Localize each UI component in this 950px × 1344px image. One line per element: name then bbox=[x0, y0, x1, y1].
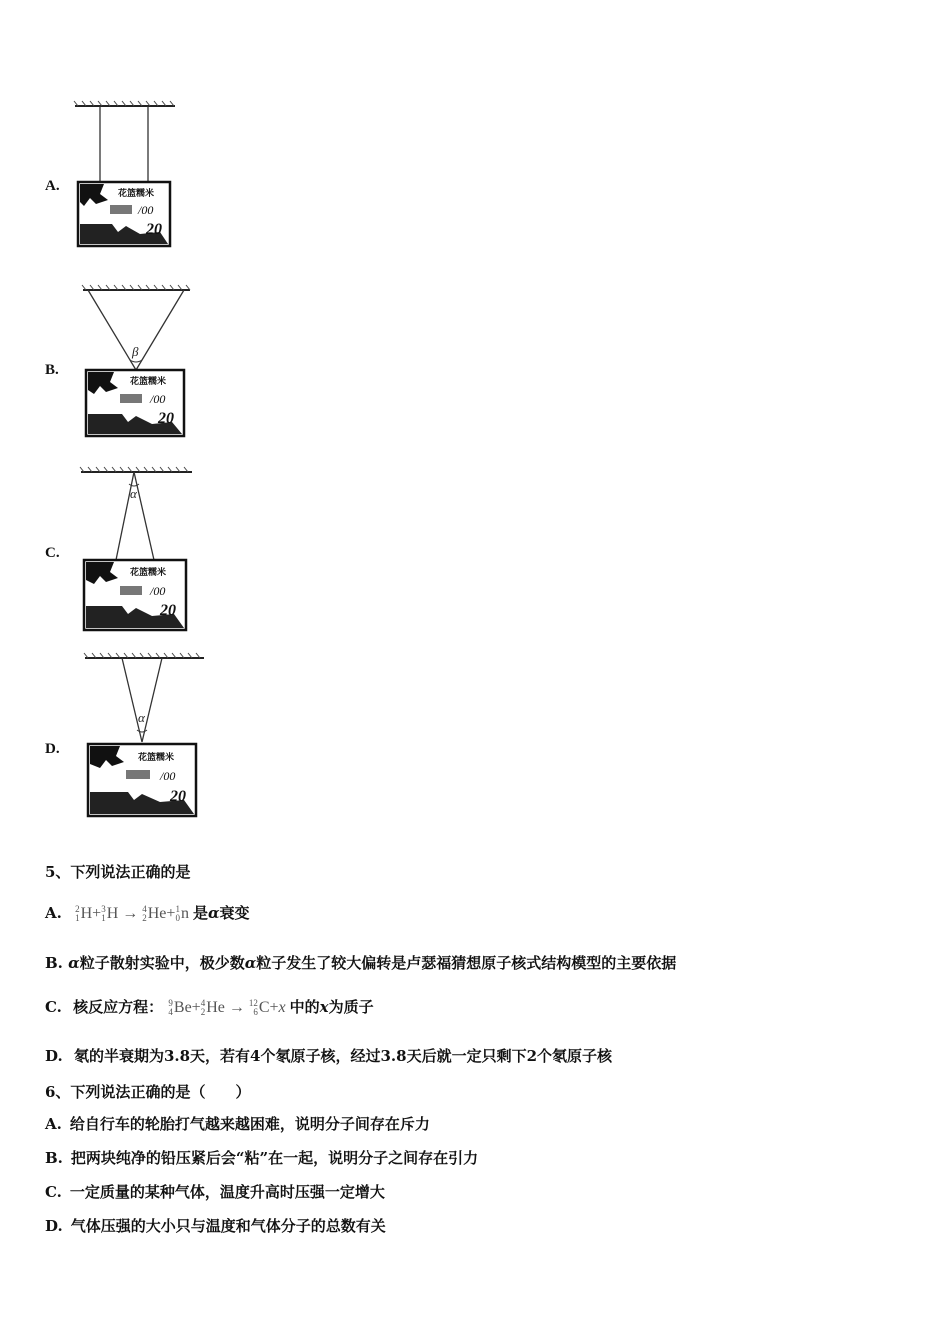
q5-a-text: 是 bbox=[192, 904, 208, 922]
sign-price-c: /00 bbox=[150, 584, 166, 598]
sign-number-d: 20 bbox=[170, 788, 186, 805]
angle-alpha-label-d: α bbox=[138, 710, 145, 725]
q5-a-formula: 2 1 H+ 3 1 H → 4 2 He+ 1 0 n bbox=[75, 904, 189, 924]
q6-option-a: A. 给自行车的轮胎打气越来越困难，说明分子间存在斥力 bbox=[45, 1115, 430, 1133]
hanging-sign-figure-c bbox=[76, 464, 196, 636]
sign-price-d: /00 bbox=[160, 769, 176, 783]
q5-option-a-label: A. bbox=[45, 904, 62, 922]
option-d-label: D. bbox=[45, 741, 60, 757]
hanging-sign-figure-a bbox=[70, 98, 180, 250]
q5-option-d: D. 氡的半衰期为3.8天，若有4个氡原子核，经过3.8天后就一定只剩下2个氡原子核 bbox=[45, 1047, 613, 1065]
q5-option-a: A. 2 1 H+ 3 1 H → 4 2 He+ 1 0 n 是α衰变 bbox=[45, 904, 250, 924]
q5-option-b-label: B. bbox=[45, 954, 63, 972]
hanging-sign-figure-b bbox=[78, 282, 196, 442]
sign-price-a: /00 bbox=[138, 203, 154, 217]
sign-title-c: 花篮糯米 bbox=[130, 567, 167, 577]
sign-number-c: 20 bbox=[160, 602, 176, 619]
q5-option-c-label: C. bbox=[45, 998, 62, 1016]
angle-beta-label: β bbox=[132, 344, 139, 359]
q5-option-b: B. α粒子散射实验中，极少数α粒子发生了较大偏转是卢瑟福猜想原子核式结构模型的主要依据 bbox=[45, 954, 677, 972]
hanging-sign-figure-d bbox=[80, 650, 210, 822]
sign-title-d: 花篮糯米 bbox=[138, 752, 175, 762]
option-b-label: B. bbox=[45, 362, 59, 378]
q6-option-c: C. 一定质量的某种气体，温度升高时压强一定增大 bbox=[45, 1183, 385, 1201]
question-6-title: 6、下列说法正确的是（ ） bbox=[45, 1083, 251, 1101]
sign-number-a: 20 bbox=[146, 221, 162, 238]
q5-c-formula: 9 4 Be+ 4 2 He → 12 6 C+x bbox=[168, 998, 286, 1018]
sign-number-b: 20 bbox=[158, 410, 174, 427]
q6-option-d: D. 气体压强的大小只与温度和气体分子的总数有关 bbox=[45, 1217, 386, 1235]
option-c-label: C. bbox=[45, 545, 60, 561]
option-a-label: A. bbox=[45, 178, 60, 194]
q6-option-b: B. 把两块纯净的铅压紧后会“粘”在一起，说明分子之间存在引力 bbox=[45, 1149, 479, 1167]
sign-price-b: /00 bbox=[150, 392, 166, 406]
angle-alpha-label-c: α bbox=[130, 486, 137, 501]
sign-title-b: 花篮糯米 bbox=[130, 376, 167, 386]
sign-title-a: 花篮糯米 bbox=[118, 188, 155, 198]
q5-option-d-label: D. bbox=[45, 1047, 63, 1065]
q5-option-c: C. 核反应方程： 9 4 Be+ 4 2 He → 12 6 C+x 中的x为质子 bbox=[45, 998, 374, 1018]
question-5-title: 5、下列说法正确的是 bbox=[45, 863, 191, 881]
